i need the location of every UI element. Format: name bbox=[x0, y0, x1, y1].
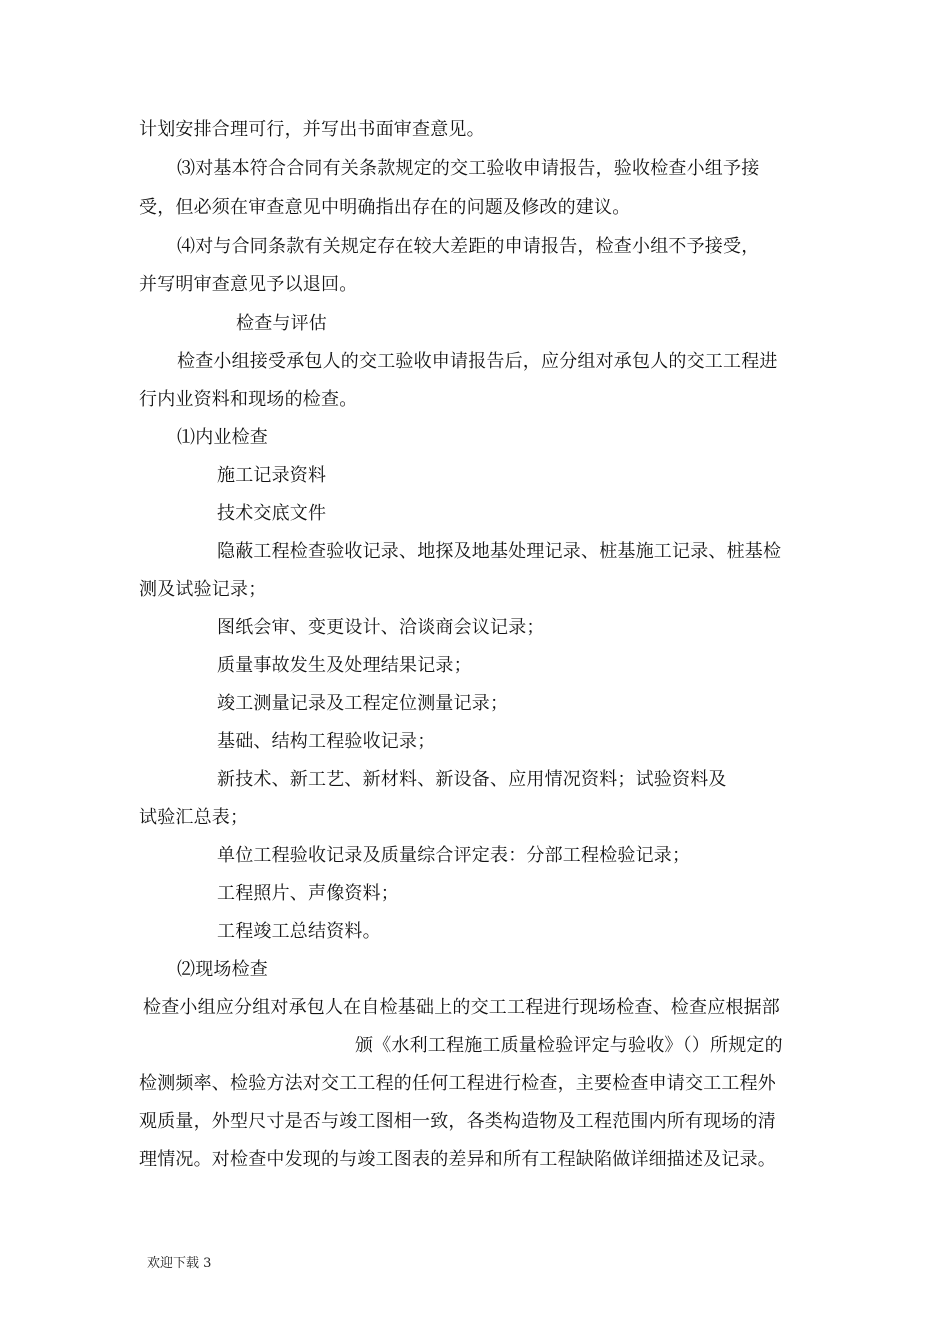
list-item-continuation: 试验汇总表； bbox=[139, 807, 249, 828]
list-item: 新技术、新工艺、新材料、新设备、应用情况资料；试验资料及 bbox=[217, 769, 727, 790]
paragraph-line: 并写明审查意见予以退回。 bbox=[139, 274, 358, 295]
list-item: 图纸会审、变更设计、洽谈商会议记录； bbox=[217, 617, 545, 638]
list-item: 质量事故发生及处理结果记录； bbox=[217, 655, 472, 676]
paragraph-line: 受，但必须在审查意见中明确指出存在的问题及修改的建议。 bbox=[139, 197, 631, 218]
subsection-heading: ⑴内业检查 bbox=[177, 427, 268, 448]
paragraph-line: 检查小组应分组对承包人在自检基础上的交工工程进行现场检查、检查应根据部 bbox=[143, 997, 780, 1018]
list-item: 工程竣工总结资料。 bbox=[217, 921, 381, 942]
section-heading: 检查与评估 bbox=[236, 313, 327, 334]
paragraph-line: 观质量，外型尺寸是否与竣工图相一致，各类构造物及工程范围内所有现场的清 bbox=[139, 1111, 776, 1132]
paragraph-line: 计划安排合理可行，并写出书面审查意见。 bbox=[139, 119, 485, 140]
paragraph-line: 检测频率、检验方法对交工工程的任何工程进行检查，主要检查申请交工工程外 bbox=[139, 1073, 776, 1094]
list-item: 隐蔽工程检查验收记录、地探及地基处理记录、桩基施工记录、桩基检 bbox=[217, 541, 782, 562]
page-footer: 欢迎下载 3 bbox=[147, 1256, 212, 1271]
paragraph-line: 检查小组接受承包人的交工验收申请报告后，应分组对承包人的交工工程进 bbox=[177, 351, 778, 372]
paragraph-line: 理情况。对检查中发现的与竣工图表的差异和所有工程缺陷做详细描述及记录。 bbox=[139, 1149, 776, 1170]
subsection-heading: ⑵现场检查 bbox=[177, 959, 268, 980]
list-item: 施工记录资料 bbox=[217, 465, 327, 486]
list-item: 工程照片、声像资料； bbox=[217, 883, 399, 904]
paragraph-line: ⑶对基本符合合同有关条款规定的交工验收申请报告，验收检查小组予接 bbox=[177, 158, 760, 179]
list-item: 竣工测量记录及工程定位测量记录； bbox=[217, 693, 509, 714]
list-item-continuation: 测及试验记录； bbox=[139, 579, 267, 600]
list-item: 单位工程验收记录及质量综合评定表：分部工程检验记录； bbox=[217, 845, 691, 866]
paragraph-line: ⑷对与合同条款有关规定存在较大差距的申请报告，检查小组不予接受， bbox=[177, 236, 760, 257]
paragraph-line: 颁《水利工程施工质量检验评定与验收》（）所规定的 bbox=[355, 1035, 783, 1056]
list-item: 基础、结构工程验收记录； bbox=[217, 731, 436, 752]
paragraph-line: 行内业资料和现场的检查。 bbox=[139, 389, 358, 410]
list-item: 技术交底文件 bbox=[217, 503, 327, 524]
